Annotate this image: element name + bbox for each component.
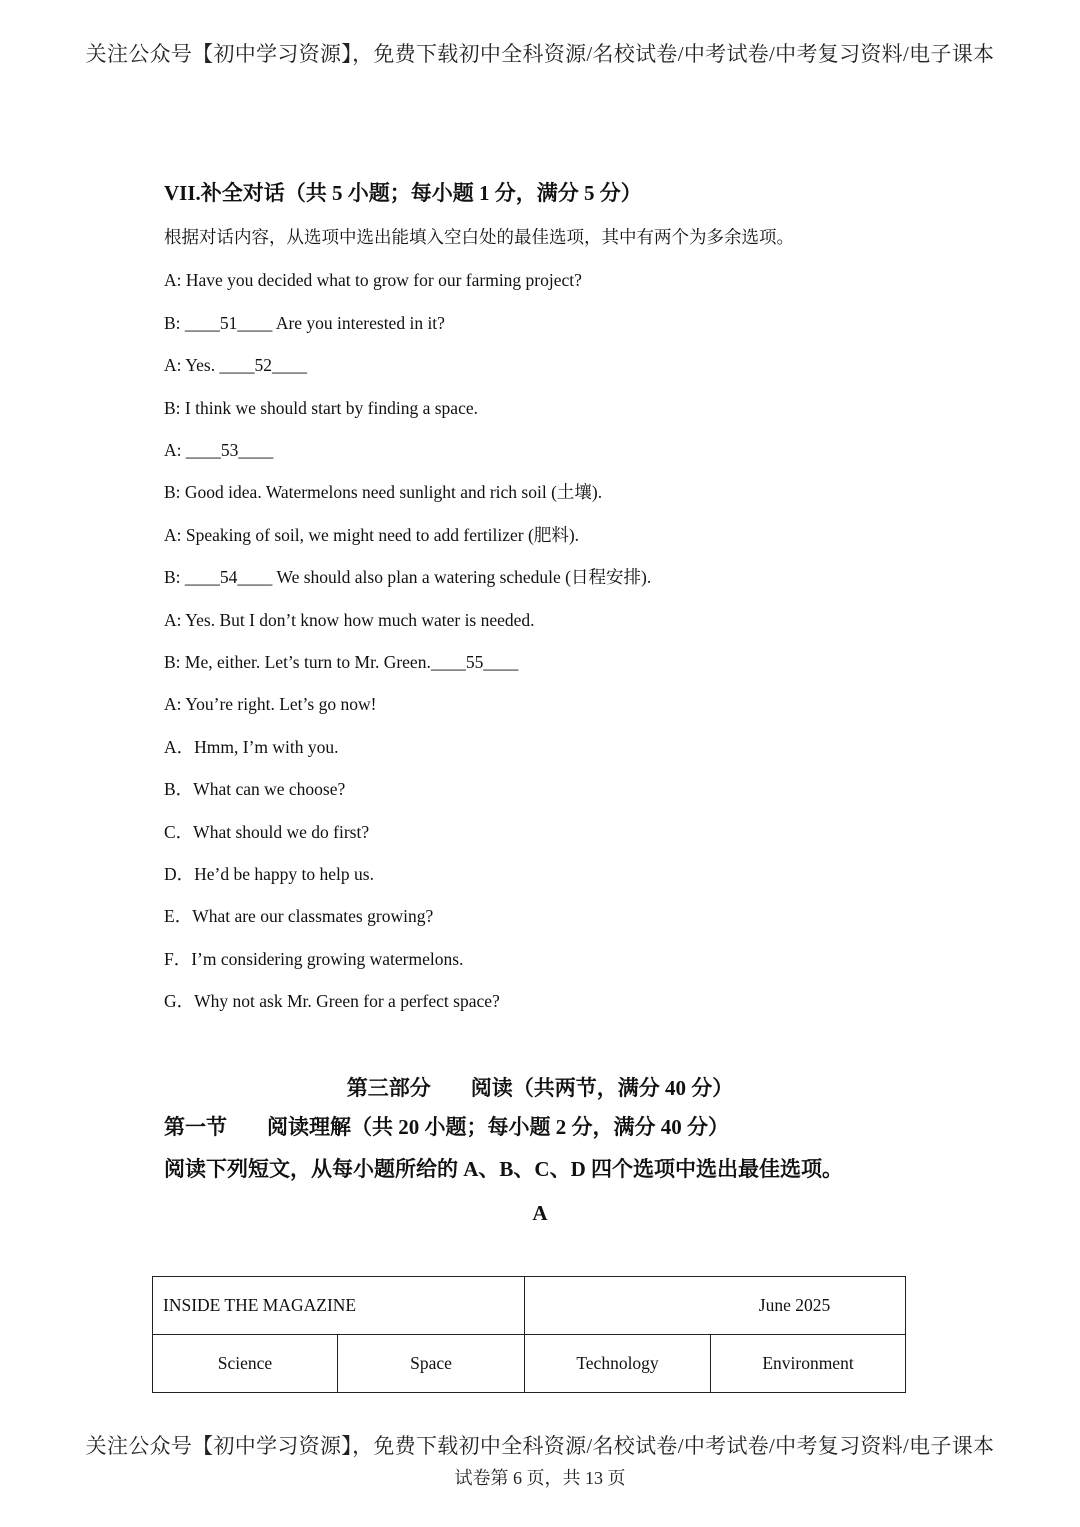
dialogue-line: B: ____51____ Are you interested in it?	[164, 313, 445, 333]
dialogue-line: A: You’re right. Let’s go now!	[164, 694, 377, 714]
magazine-column-space: Space	[338, 1335, 525, 1393]
part-three-title	[164, 1072, 916, 1102]
option-c: C．What should we do first?	[164, 822, 370, 842]
magazine-column-science: Science	[153, 1335, 338, 1393]
dialogue-line: A: Have you decided what to grow for our farming project?	[164, 270, 582, 290]
dialogue-line: B: Good idea. Watermelons need sunlight and rich soil (土壤).	[164, 482, 603, 502]
magazine-column-environment: Environment	[711, 1335, 906, 1393]
option-e: E．What are our classmates growing?	[164, 906, 434, 926]
option-a: A．Hmm, I’m with you.	[164, 737, 339, 757]
dialogue-line: B: I think we should start by finding a space.	[164, 398, 478, 418]
section-instruction: 根据对话内容，从选项中选出能填入空白处的最佳选项，其中有两个为多余选项。	[164, 227, 794, 247]
magazine-table	[152, 1276, 906, 1393]
dialogue-line: A: Yes. ____52____	[164, 355, 307, 375]
option-g: G．Why not ask Mr. Green for a perfect space?	[164, 991, 500, 1011]
part-three-desc: 阅读（共两节，满分 40 分）	[470, 1076, 734, 1100]
magazine-date: June 2025	[525, 1277, 906, 1335]
section-one-desc: 阅读理解（共 20 小题；每小题 2 分，满分 40 分）	[267, 1115, 729, 1139]
dialogue-line: B: Me, either. Let’s turn to Mr. Green.____55____	[164, 652, 519, 672]
reading-instruction: 阅读下列短文，从每小题所给的 A、B、C、D 四个选项中选出最佳选项。	[164, 1157, 844, 1181]
dialogue-line: B: ____54____ We should also plan a watering schedule (日程安排).	[164, 567, 652, 587]
top-banner: 关注公众号【初中学习资源】，免费下载初中全科资源/名校试卷/中考试卷/中考复习资料/电子课本	[85, 42, 995, 66]
section-one-label: 第一节	[164, 1115, 227, 1139]
bottom-banner: 关注公众号【初中学习资源】，免费下载初中全科资源/名校试卷/中考试卷/中考复习资料/电子课本	[85, 1434, 995, 1458]
section-one-title	[164, 1115, 729, 1139]
magazine-column-technology: Technology	[525, 1335, 711, 1393]
dialogue-line: A: ____53____	[164, 440, 274, 460]
magazine-heading: INSIDE THE MAGAZINE	[153, 1277, 525, 1335]
magazine-header-row	[153, 1277, 906, 1335]
dialogue-line: A: Speaking of soil, we might need to add fertilizer (肥料).	[164, 525, 580, 545]
option-f: F．I’m considering growing watermelons.	[164, 949, 464, 969]
page-number: 试卷第 6 页，共 13 页	[454, 1468, 626, 1488]
option-d: D．He’d be happy to help us.	[164, 864, 374, 884]
passage-label: A	[532, 1201, 548, 1225]
dialogue-line: A: Yes. But I don’t know how much water is needed.	[164, 610, 535, 630]
option-b: B．What can we choose?	[164, 779, 346, 799]
part-three-label: 第三部分	[346, 1076, 431, 1100]
magazine-columns-row	[153, 1335, 906, 1393]
section-title: VII.补全对话（共 5 小题；每小题 1 分，满分 5 分）	[164, 181, 642, 205]
